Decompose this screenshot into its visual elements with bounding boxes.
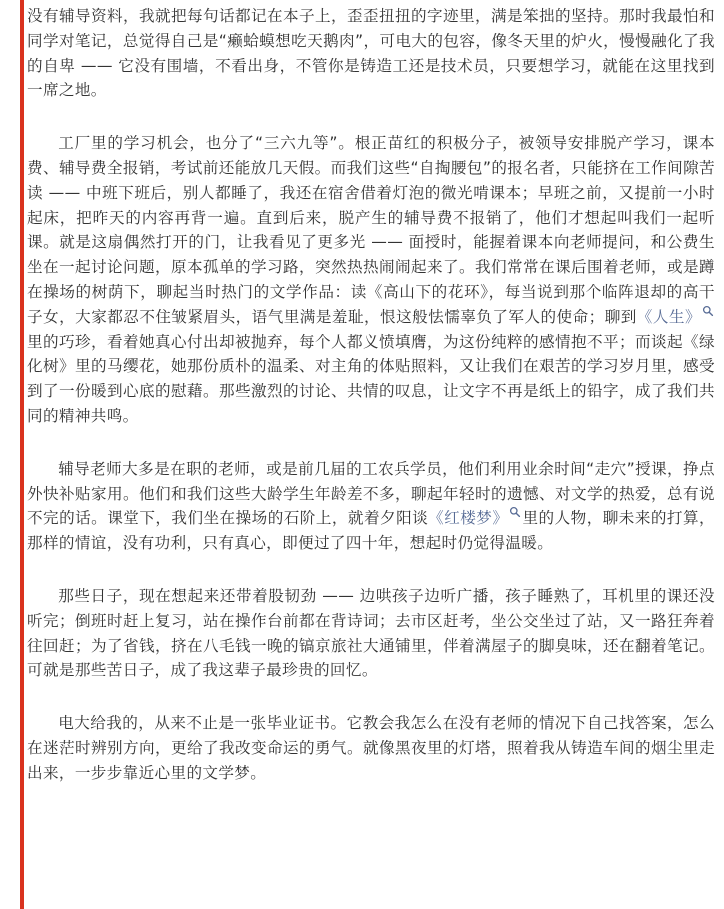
paragraph-text: 没有辅导资料，我就把每句话都记在本子上，歪歪扭扭的字迹里，满是笨拙的坚持。那时我最怕和同学对笔记，总觉得自己是“癞蛤蟆想吃天鹅肉”，可电大的包容，像冬天里的炉火，慢慢融化了我的自卑 —— 它没有围墙，不看出身，不管你是铸造工还是技术员，只要想学习，就能在这里找到一席之地。 xyxy=(27,7,715,100)
accent-bar xyxy=(20,0,24,909)
paragraph-text: 那些日子，现在想起来还带着股韧劲 —— 边哄孩子边听广播，孩子睡熟了，耳机里的课还没听完；倒班时赶上复习，站在操作台前都在背诗词；去市区赶考，坐公交坐过了站，又一路狂奔着往回赶；为了省钱，挤在八毛钱一晚的镐京旅社大通铺里，伴着满屋子的脚臭味，还在翻着笔记。可就是那些苦日子，成了我这辈子最珍贵的回忆。 xyxy=(27,586,715,680)
paragraph-1 xyxy=(27,4,715,103)
paragraph-text: 辅导老师大多是在职的老师，或是前几届的工农兵学员，他们利用业余时间“走穴”授课，挣点外快补贴家用。他们和我们这些大龄学生年龄差不多，聊起年轻时的遗憾、对文学的热爱，总有说不完的话。课堂下，我们坐在操场的石阶上，就着夕阳谈 xyxy=(27,459,715,528)
link-rensheng[interactable]: 《人生》 xyxy=(636,307,701,326)
search-icon[interactable] xyxy=(702,305,714,317)
paragraph-2 xyxy=(27,131,715,429)
paragraph-4 xyxy=(27,584,715,683)
paragraph-3 xyxy=(27,457,715,556)
paragraph-5 xyxy=(27,711,715,785)
link-hongloumeng[interactable]: 《红楼梦》 xyxy=(428,509,509,528)
paragraph-text: 里的巧珍，看着她真心付出却被抛弃，每个人都义愤填膺，为这份纯粹的感情抱不平；而谈起《绿化树》里的马缨花，她那份质朴的温柔、对主角的体贴照料，又让我们在艰苦的学习岁月里，感受到了一份暖到心底的慰藉。那些激烈的讨论、共情的叹息，让文字不再是纸上的铅字，成了我们共同的精神共鸣。 xyxy=(27,332,715,425)
paragraph-text: 电大给我的，从来不止是一张毕业证书。它教会我怎么在没有老师的情况下自己找答案，怎么在迷茫时辨别方向，更给了我改变命运的勇气。就像黑夜里的灯塔，照着我从铸造车间的烟尘里走出来，一步步靠近心里的文学梦。 xyxy=(27,714,715,782)
search-icon[interactable] xyxy=(509,506,521,518)
paragraph-text: 里的人物，聊未来的打算，那样的情谊，没有功利，只有真心，即便过了四十年，想起时仍觉得温暖。 xyxy=(27,509,715,553)
paragraph-text: 工厂里的学习机会，也分了“三六九等”。根正苗红的积极分子，被领导安排脱产学习，课本费、辅导费全报销，考试前还能放几天假。而我们这些“自掏腰包”的报名者，只能挤在工作间隙苦读 —— 中班下班后，别人都睡了，我还在宿舍借着灯泡的微光啃课本；早班之前，又提前一小时起床，把昨天的内容再背一遍。直到后来，脱产生的辅导费不报销了，他们才想起叫我们一起听课。就是这扇偶然打开的门，让我看见了更多光 —— 面授时，能握着课本向老师提问，和公费生坐在一起讨论问题，原本孤单的学习路，突然热热闹闹起来了。我们常常在课后围着老师，或是蹲在操场的树荫下，聊起当时热门的文学作品：读《高山下的花环》，每当说到那个临阵退却的高干子女，大家都忍不住皱紧眉头，语气里满是羞耻，恨这般怯懦辜负了军人的使命；聊到 xyxy=(27,134,715,326)
article-body xyxy=(27,4,715,786)
